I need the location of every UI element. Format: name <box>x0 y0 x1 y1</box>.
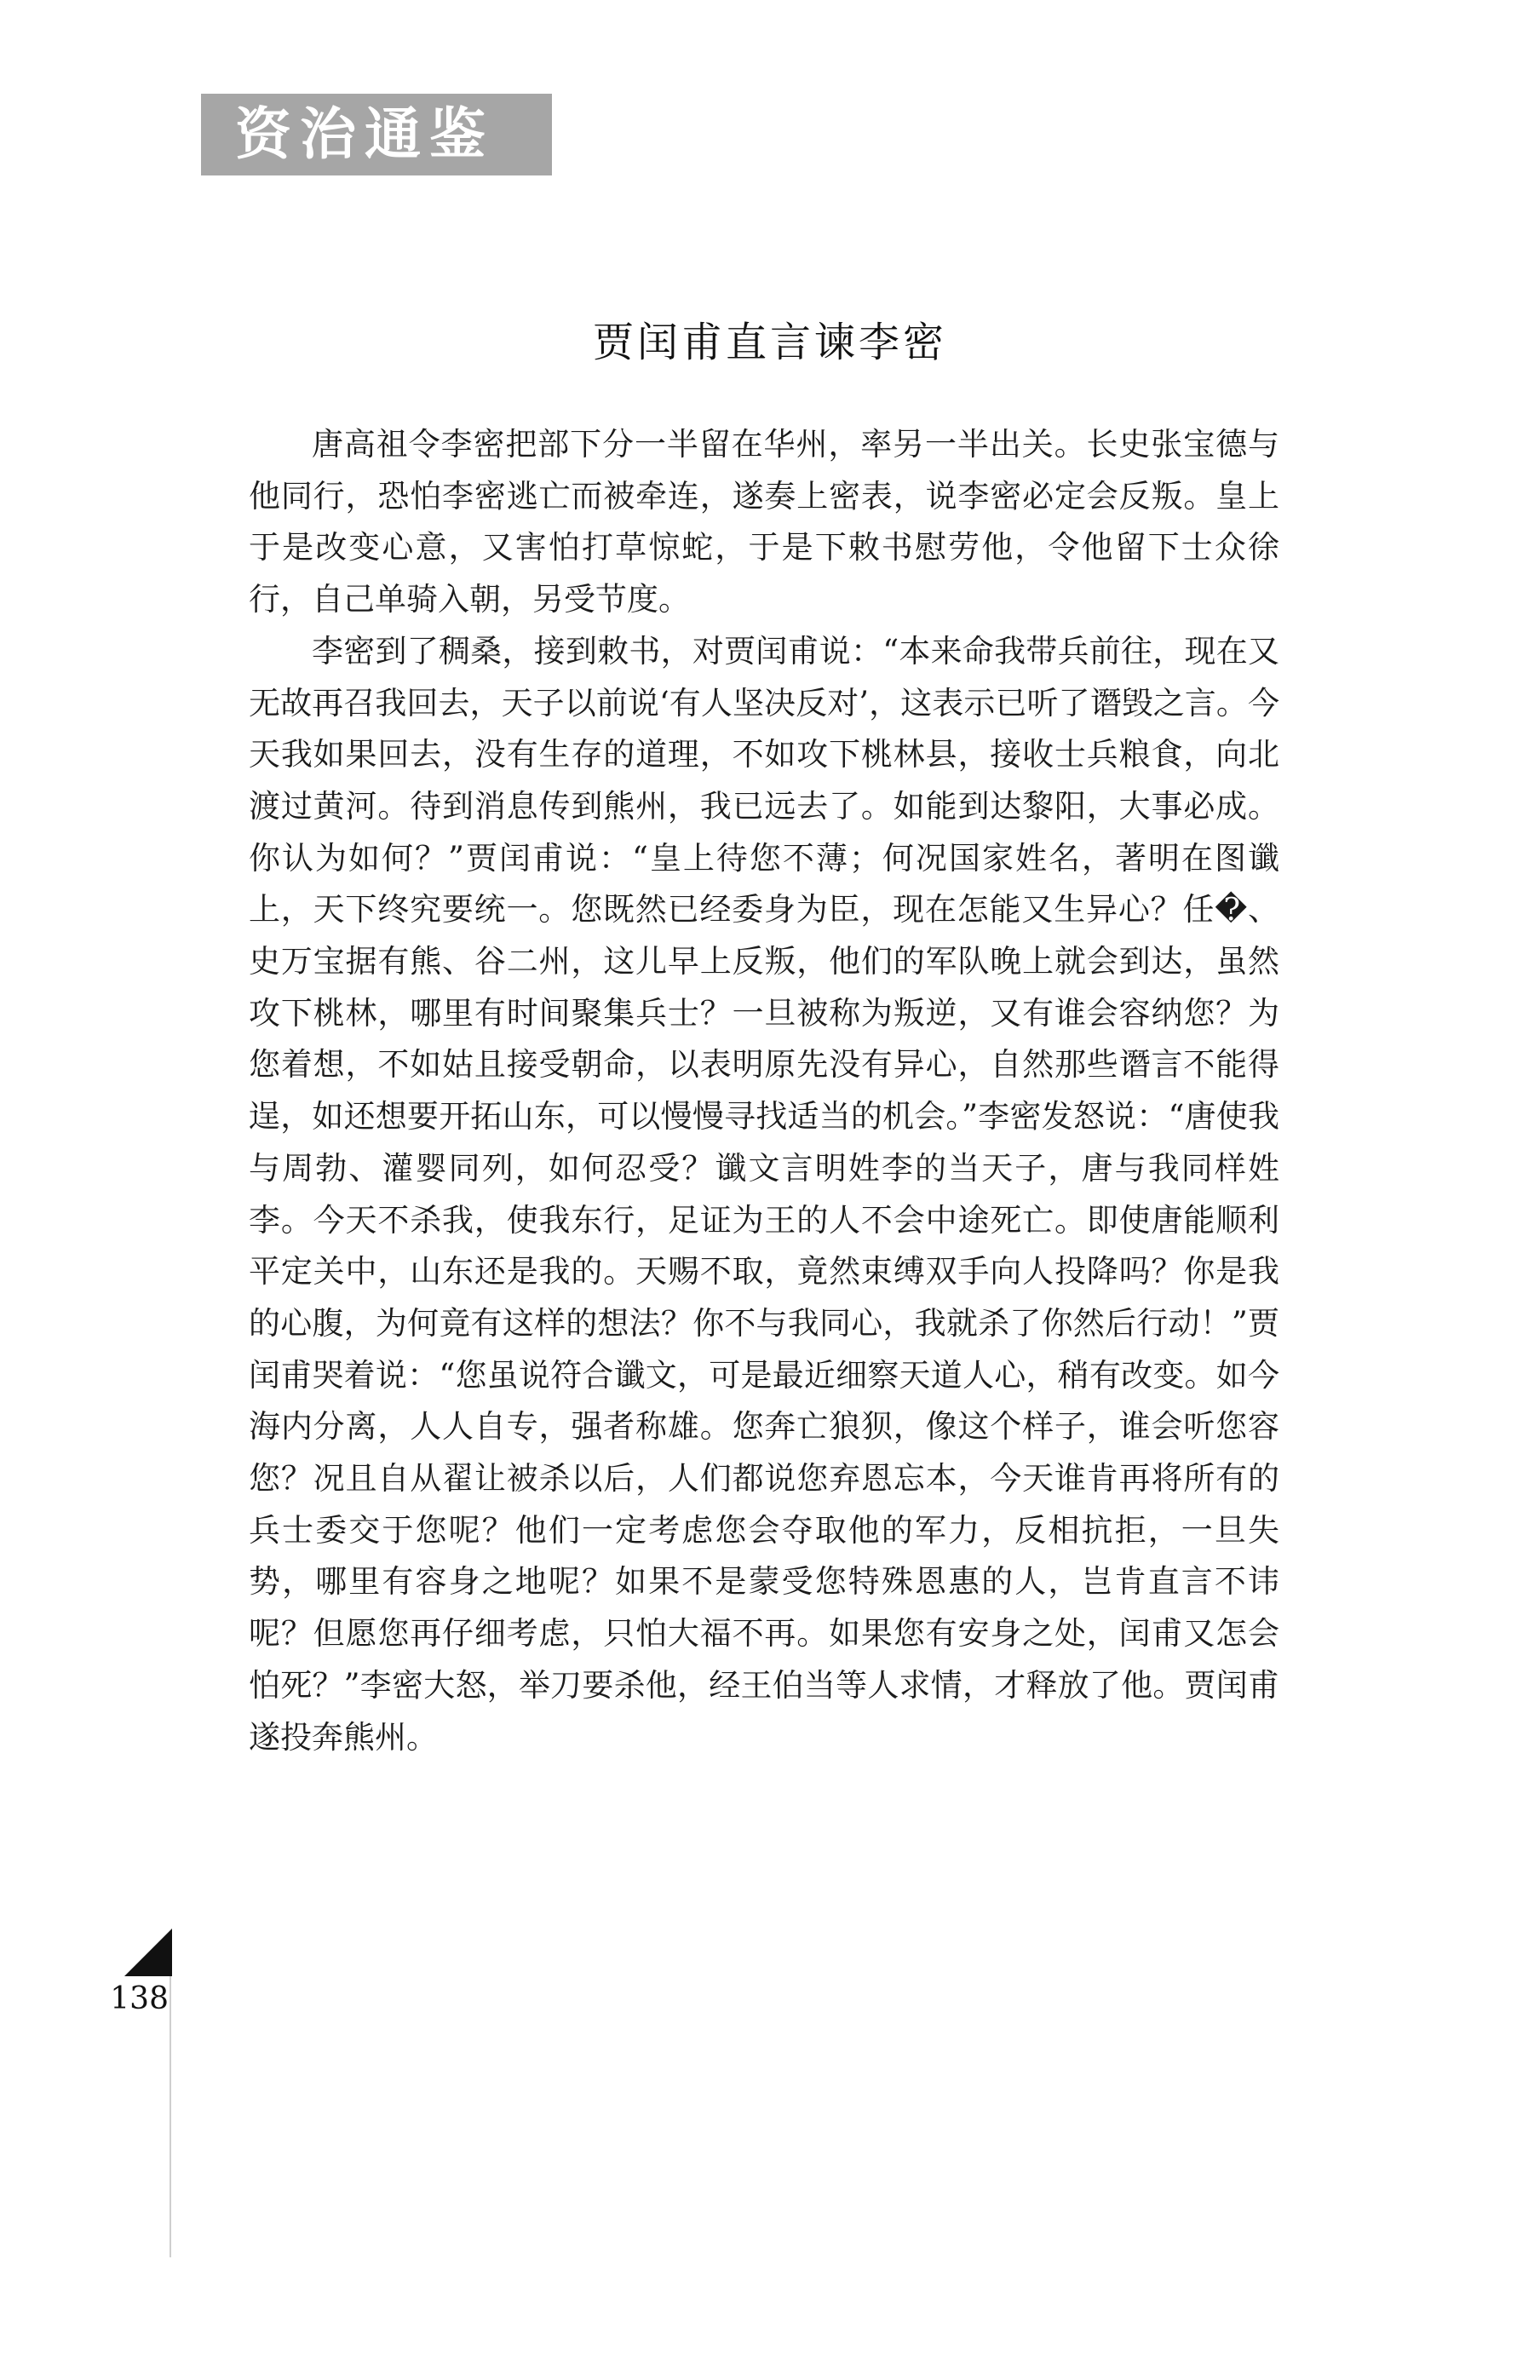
page-corner-triangle-icon <box>124 1929 172 1976</box>
article-title: 贾闰甫直言谏李密 <box>592 319 947 366</box>
page-number: 138 <box>110 1981 169 2016</box>
margin-rule <box>170 1976 171 2257</box>
paragraph-2: 李密到了稠桑，接到敕书，对贾闰甫说：“本来命我带兵前往，现在又无故再召我回去，天子以前说‘有人坚决反对’，这表示已听了谮毁之言。今天我如果回去，没有生存的道理，不如攻下桃林县，接收士兵粮食，向北渡过黄河。待到消息传到熊州，我已远去了。如能到达黎阳，大事必成。你认为如何？”贾闰甫说：“皇上待您不薄；何况国家姓名，著明在图谶上，天下终究要统一。您既然已经委身为臣，现在怎能又生异心？任�、史万宝据有熊、谷二州，这儿早上反叛，他们的军队晚上就会到达，虽然攻下桃林，哪里有时间聚集兵士？一旦被称为叛逆，又有谁会容纳您？为您着想，不如姑且接受朝命，以表明原先没有异心，自然那些谮言不能得逞，如还想要开拓山东，可以慢慢寻找适当的机会。”李密发怒说：“唐使我与周勃、灌婴同列，如何忍受？谶文言明姓李的当天子，唐与我同样姓李。今天不杀我，使我东行，足证为王的人不会中途死亡。即使唐能顺利平定关中，山东还是我的。天赐不取，竟然束缚双手向人投降吗？你是我的心腹，为何竟有这样的想法？你不与我同心，我就杀了你然后行动！”贾闰甫哭着说：“您虽说符合谶文，可是最近细察天道人心，稍有改变。如今海内分离，人人自专，强者称雄。您奔亡狼狈，像这个样子，谁会听您容您？况且自从翟让被杀以后，人们都说您弃恩忘本，今天谁肯再将所有的兵士委交于您呢？他们一定考虑您会夺取他的军力，反相抗拒，一旦失势，哪里有容身之地呢？如果不是蒙受您特殊恩惠的人，岂肯直言不讳呢？但愿您再仔细考虑，只怕大福不再。如果您有安身之处，闰甫又怎会怕死？”李密大怒，举刀要杀他，经王伯当等人求情，才释放了他。贾闰甫遂投奔熊州。 <box>249 632 1279 1756</box>
paragraph-1: 唐高祖令李密把部下分一半留在华州，率另一半出关。长史张宝德与他同行，恐怕李密逃亡而被牵连，遂奏上密表，说李密必定会反叛。皇上于是改变心意，又害怕打草惊蛇，于是下敕书慰劳他，令他留下士众徐行，自己单骑入朝，另受节度。 <box>249 426 1279 618</box>
book-title-banner <box>201 94 552 175</box>
article-body <box>249 419 1279 1763</box>
book-title: 资治通鉴 <box>235 101 494 167</box>
